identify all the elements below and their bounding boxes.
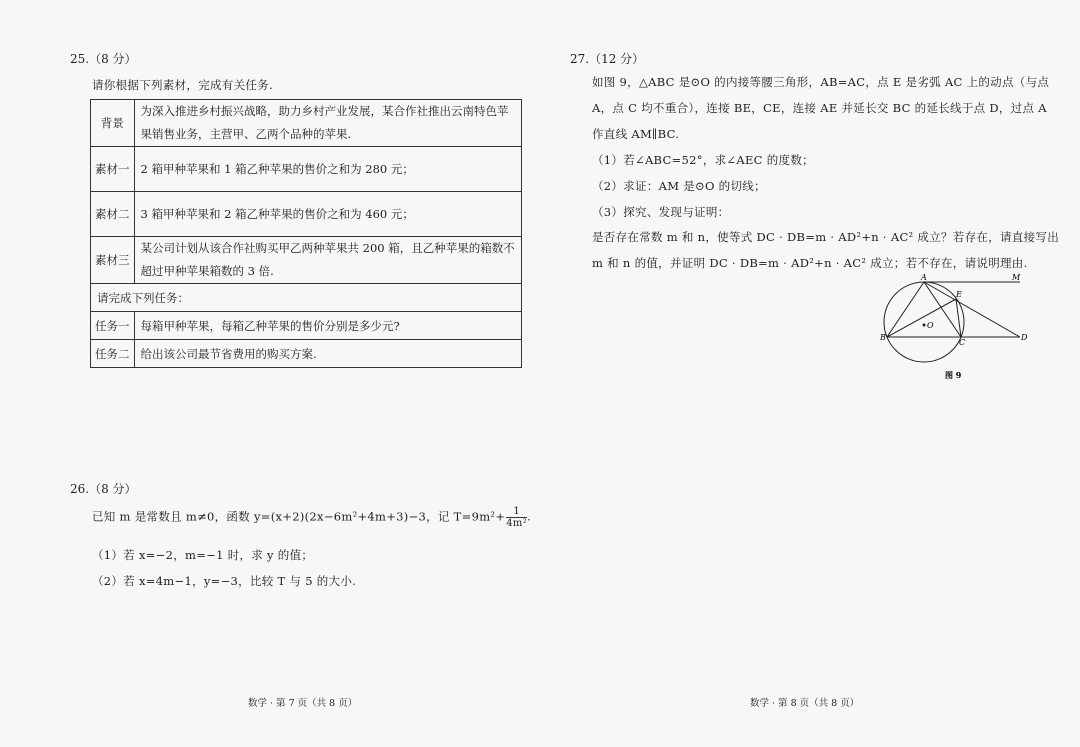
label-o: O (927, 321, 934, 330)
q27-part1: （1）若∠ABC=52°，求∠AEC 的度数； (592, 153, 814, 167)
row-label: 素材二 (91, 192, 135, 237)
label-d: D (1021, 333, 1028, 342)
q27-line2: A，点 C 均不重合），连接 BE，CE，连接 AE 并延长交 BC 的延长线于点 D，过点 A (592, 101, 1047, 115)
row-text-line: 某公司计划从该合作社购买甲乙两种苹果共 200 箱，且乙种苹果的箱数不 (140, 241, 515, 255)
q25-heading: 25.（8 分） (70, 52, 137, 66)
row-text-line: 为深入推进乡村振兴战略，助力乡村产业发展，某合作社推出云南特色苹 (140, 104, 509, 118)
table-row (91, 340, 522, 368)
q26-part2: （2）若 x=4m−1，y=−3，比较 T 与 5 的大小. (92, 574, 357, 588)
table-row (91, 100, 522, 147)
q27-line3: 作直线 AM∥BC. (592, 127, 680, 141)
circle-o (884, 282, 964, 362)
row-label: 任务二 (91, 340, 135, 368)
figure-9-diagram (870, 270, 1070, 385)
fraction-numerator: 1 (506, 506, 527, 518)
q27-part3: （3）探究、发现与证明： (592, 205, 730, 219)
table-row (91, 147, 522, 192)
row-text-line: 果销售业务，主营甲、乙两个品种的苹果. (140, 127, 352, 141)
q26-stem-text: 已知 m 是常数且 m≠0，函数 y=(x+2)(2x−6m²+4m+3)−3，记 T=9m²+ (92, 509, 506, 524)
q27-part3-line1: 是否存在常数 m 和 n，使等式 DC · DB=m · AD²+n · AC² 成立？若存在，请直接写出 (592, 230, 1060, 244)
label-a: A (921, 273, 927, 282)
table-row (91, 312, 522, 340)
segment-be (887, 299, 956, 337)
q26-part1: （1）若 x=−2，m=−1 时，求 y 的值； (92, 548, 314, 562)
q26-heading: 26.（8 分） (70, 482, 137, 496)
fraction-denominator: 4m² (506, 518, 528, 529)
table-row (91, 192, 522, 237)
q27-part3-line2: m 和 n 的值，并证明 DC · DB=m · AD²+n · AC² 成立；若不存在，请说明理由. (592, 256, 1028, 270)
center-point (923, 324, 926, 327)
q26-stem-end: . (527, 509, 531, 524)
row-label: 素材三 (91, 237, 135, 284)
row-content: 2 箱甲种苹果和 1 箱乙种苹果的售价之和为 280 元； (134, 147, 522, 192)
q25-intro: 请你根据下列素材，完成有关任务. (92, 78, 273, 92)
row-content (134, 237, 522, 284)
q27-heading: 27.（12 分） (570, 52, 645, 66)
figure-caption: 图 9 (945, 370, 962, 380)
label-b: B (880, 333, 886, 342)
q26-stem (92, 506, 531, 529)
q27-line1: 如图 9，△ABC 是⊙O 的内接等腰三角形，AB=AC，点 E 是劣弧 AC 上的动点（与点 (592, 75, 1050, 89)
footer-right: 数学 · 第 8 页（共 8 页） (750, 698, 860, 709)
segment-ad (924, 282, 1020, 337)
row-label: 任务一 (91, 312, 135, 340)
footer-left: 数学 · 第 7 页（共 8 页） (248, 698, 358, 709)
row-text-line: 超过甲种苹果箱数的 3 倍. (140, 264, 274, 278)
row-content: 每箱甲种苹果，每箱乙种苹果的售价分别是多少元? (134, 312, 522, 340)
q26-fraction (506, 506, 527, 529)
segment-ab (887, 282, 924, 337)
row-label: 背景 (91, 100, 135, 147)
label-e: E (956, 290, 962, 299)
label-m: M (1012, 273, 1021, 282)
row-label: 素材一 (91, 147, 135, 192)
table-row (91, 284, 522, 312)
right-page (540, 0, 1080, 747)
row-content: 给出该公司最节省费用的购买方案. (134, 340, 522, 368)
row-content (134, 100, 522, 147)
task-prompt: 请完成下列任务： (91, 284, 522, 312)
q27-part2: （2）求证：AM 是⊙O 的切线； (592, 179, 766, 193)
row-content: 3 箱甲种苹果和 2 箱乙种苹果的售价之和为 460 元； (134, 192, 522, 237)
table-row (91, 237, 522, 284)
label-c: C (959, 338, 966, 347)
q25-material-table (90, 99, 522, 368)
